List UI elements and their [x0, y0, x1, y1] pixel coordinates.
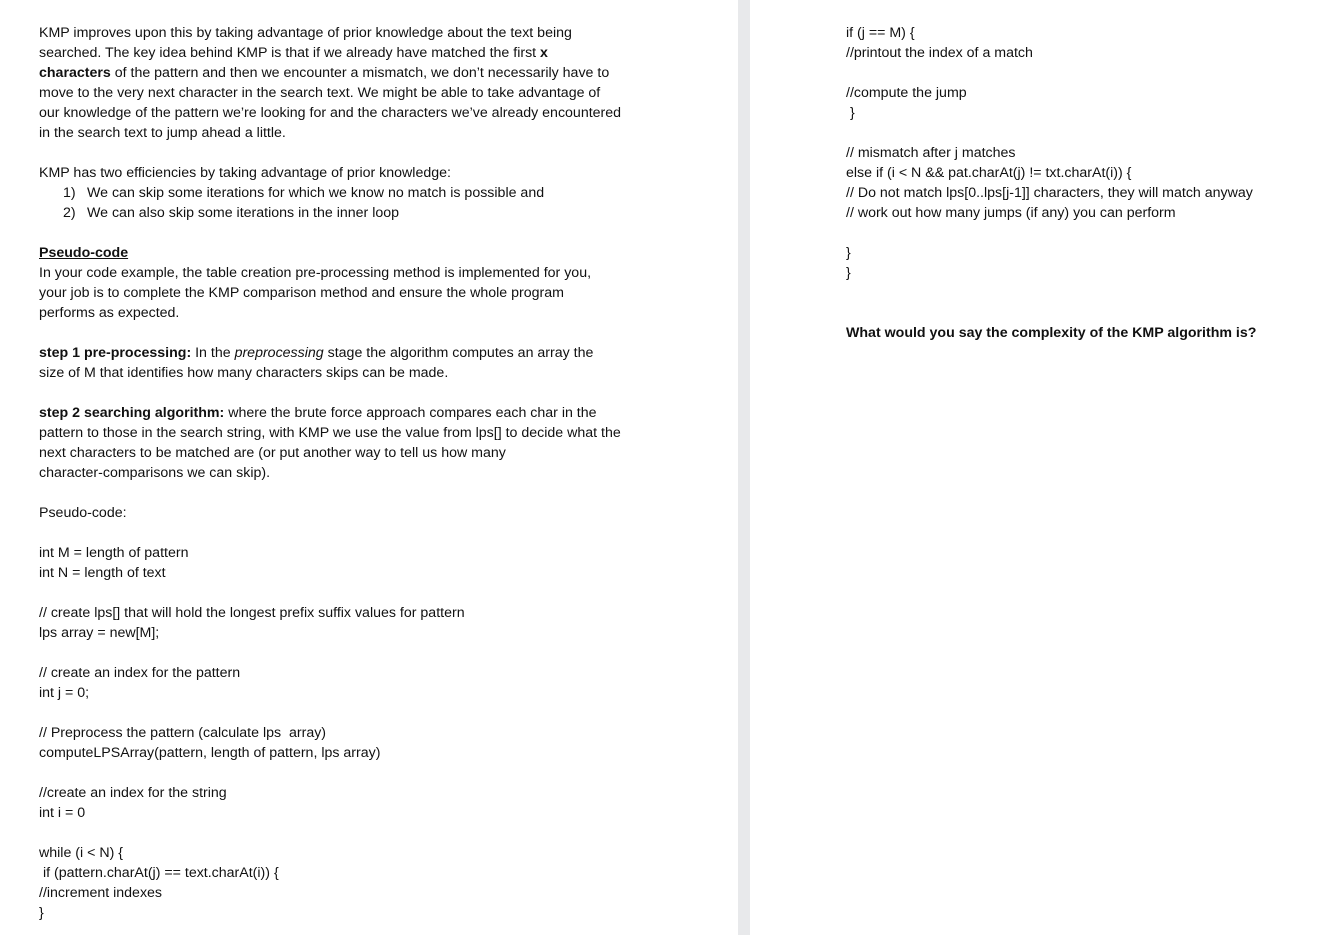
- code-line: while (i < N) {: [39, 845, 123, 861]
- right-column: [846, 23, 1316, 343]
- document-page-right: [750, 0, 1327, 935]
- code-line: int j = 0;: [39, 685, 90, 701]
- paragraph-line: KMP improves upon this by taking advantage of prior knowledge about the text being: [39, 25, 572, 41]
- code-listing-left: [39, 543, 679, 923]
- code-line: int i = 0: [39, 805, 86, 821]
- code-line: //printout the index of a match: [846, 45, 1033, 61]
- code-line: int M = length of pattern: [39, 545, 189, 561]
- code-line: if (pattern.charAt(j) == text.charAt(i)) {: [39, 865, 279, 881]
- efficiencies-list: [39, 183, 679, 223]
- step2-paragraph: [39, 403, 679, 483]
- code-line: // create an index for the pattern: [39, 665, 241, 681]
- paragraph-line: character-comparisons we can skip).: [39, 465, 271, 481]
- code-line: }: [846, 105, 855, 121]
- list-item: 2) We can also skip some iterations in the inner loop: [63, 205, 400, 221]
- code-line: //compute the jump: [846, 85, 967, 101]
- code-line: // work out how many jumps (if any) you can perform: [846, 205, 1176, 221]
- efficiencies-intro: KMP has two efficiencies by taking advantage of prior knowledge:: [39, 165, 451, 181]
- code-line: else if (i < N && pat.charAt(j) != txt.charAt(i)) {: [846, 165, 1132, 181]
- paragraph-line: pattern to those in the search string, with KMP we use the value from lps[] to decide what the: [39, 425, 621, 441]
- pseudo-intro-line: performs as expected.: [39, 305, 180, 321]
- list-item: 1) We can skip some iterations for which we know no match is possible and: [63, 185, 545, 201]
- code-line: // create lps[] that will hold the longest prefix suffix values for pattern: [39, 605, 465, 621]
- paragraph-line: step 2 searching algorithm: where the brute force approach compares each char in the: [39, 405, 597, 421]
- code-line: //create an index for the string: [39, 785, 227, 801]
- intro-paragraph: [39, 23, 679, 143]
- code-line: int N = length of text: [39, 565, 166, 581]
- step1-paragraph: [39, 343, 679, 383]
- paragraph-line: searched. The key idea behind KMP is that if we already have matched the first x: [39, 45, 548, 61]
- code-listing-right: [846, 23, 1316, 283]
- paragraph-line: size of M that identifies how many characters skips can be made.: [39, 365, 449, 381]
- code-line: // Preprocess the pattern (calculate lps array): [39, 725, 327, 741]
- left-column: [39, 23, 679, 923]
- paragraph-line: in the search text to jump ahead a little.: [39, 125, 286, 141]
- paragraph-line: move to the very next character in the search text. We might be able to take advantage of: [39, 85, 601, 101]
- code-line: // Do not match lps[0..lps[j-1]] characters, they will match anyway: [846, 185, 1253, 201]
- pseudo-intro-line: your job is to complete the KMP comparison method and ensure the whole program: [39, 285, 564, 301]
- code-line: //increment indexes: [39, 885, 163, 901]
- pseudo-code-heading: Pseudo-code: [39, 245, 129, 261]
- code-line: }: [846, 265, 851, 281]
- paragraph-line: our knowledge of the pattern we’re looking for and the characters we’ve already encountered: [39, 105, 622, 121]
- paragraph-line: next characters to be matched are (or put another way to tell us how many: [39, 445, 506, 461]
- code-line: }: [846, 245, 851, 261]
- code-line: }: [39, 905, 44, 921]
- paragraph-line: characters of the pattern and then we encounter a mismatch, we don’t necessarily have to: [39, 65, 610, 81]
- pseudo-code-label: Pseudo-code:: [39, 505, 127, 521]
- complexity-question: What would you say the complexity of the KMP algorithm is?: [846, 325, 1257, 341]
- paragraph-line: step 1 pre-processing: In the preprocessing stage the algorithm computes an array the: [39, 345, 594, 361]
- code-line: if (j == M) {: [846, 25, 915, 41]
- code-line: computeLPSArray(pattern, length of pattern, lps array): [39, 745, 381, 761]
- pseudo-intro-line: In your code example, the table creation pre-processing method is implemented for you,: [39, 265, 592, 281]
- code-line: lps array = new[M];: [39, 625, 160, 641]
- code-line: // mismatch after j matches: [846, 145, 1016, 161]
